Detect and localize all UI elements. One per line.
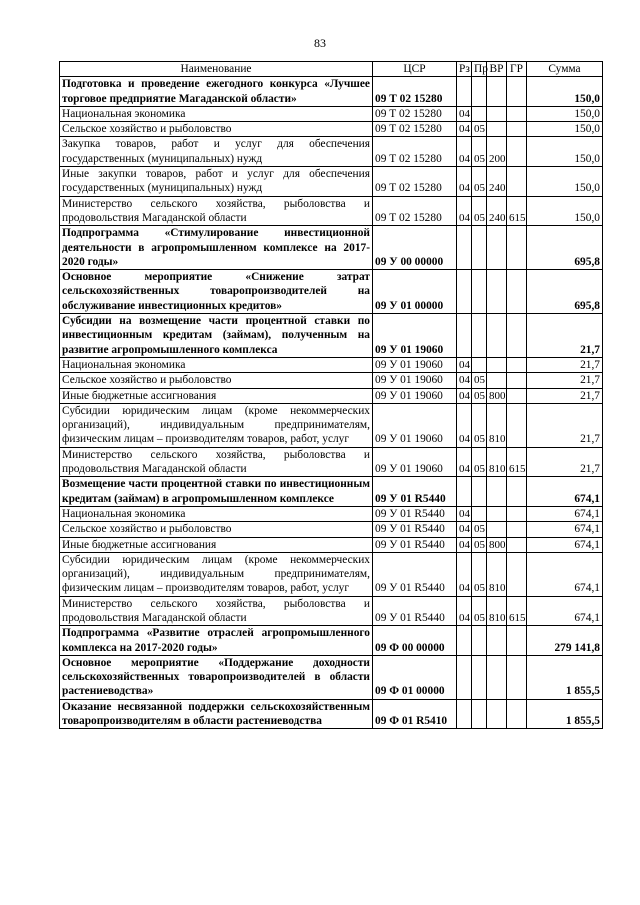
- cell-pr: [472, 506, 487, 521]
- cell-csr: 09 Т 02 15280: [373, 106, 457, 121]
- cell-vr: [487, 226, 507, 270]
- cell-vr: [487, 522, 507, 537]
- cell-name: Национальная экономика: [60, 357, 373, 372]
- cell-gr: [507, 122, 527, 137]
- cell-sum: 21,7: [527, 314, 603, 358]
- cell-rz: 04: [457, 552, 472, 596]
- table-row: [60, 196, 603, 226]
- cell-gr: [507, 699, 527, 729]
- cell-vr: [487, 506, 507, 521]
- cell-pr: [472, 357, 487, 372]
- cell-sum: 695,8: [527, 226, 603, 270]
- cell-csr: 09 У 01 19060: [373, 388, 457, 403]
- table-row: [60, 596, 603, 626]
- cell-vr: 800: [487, 388, 507, 403]
- cell-gr: [507, 77, 527, 107]
- cell-sum: 21,7: [527, 373, 603, 388]
- header-csr: ЦСР: [373, 62, 457, 77]
- cell-name: Субсидии на возмещение части процентной ставки по инвестиционным кредитам (займам), полученным на развитие агропромышленного комплекса: [60, 314, 373, 358]
- cell-gr: [507, 522, 527, 537]
- page-number: 83: [314, 36, 326, 50]
- cell-sum: 150,0: [527, 137, 603, 167]
- cell-csr: 09 Т 02 15280: [373, 122, 457, 137]
- cell-csr: 09 У 01 19060: [373, 357, 457, 372]
- cell-pr: [472, 699, 487, 729]
- cell-pr: [472, 626, 487, 656]
- cell-sum: 150,0: [527, 167, 603, 197]
- cell-vr: [487, 477, 507, 507]
- cell-csr: 09 У 01 R5440: [373, 552, 457, 596]
- cell-csr: 09 У 01 19060: [373, 314, 457, 358]
- cell-gr: [507, 477, 527, 507]
- cell-name: Подпрограмма «Стимулирование инвестиционной деятельности в агропромышленном комплексе на 2017-2020 годы»: [60, 226, 373, 270]
- cell-pr: [472, 314, 487, 358]
- table-row: [60, 626, 603, 656]
- table-row: [60, 655, 603, 699]
- cell-rz: 04: [457, 137, 472, 167]
- cell-name: Сельское хозяйство и рыболовство: [60, 522, 373, 537]
- budget-table: [59, 61, 603, 729]
- cell-pr: 05: [472, 596, 487, 626]
- cell-csr: 09 У 01 19060: [373, 447, 457, 477]
- cell-vr: 240: [487, 196, 507, 226]
- cell-rz: 04: [457, 596, 472, 626]
- cell-name: Министерство сельского хозяйства, рыболовства и продовольствия Магаданской области: [60, 447, 373, 477]
- table-row: [60, 373, 603, 388]
- cell-rz: 04: [457, 373, 472, 388]
- cell-pr: 05: [472, 388, 487, 403]
- cell-csr: 09 У 01 00000: [373, 270, 457, 314]
- cell-csr: 09 У 01 R5440: [373, 522, 457, 537]
- table-row: [60, 506, 603, 521]
- cell-rz: 04: [457, 403, 472, 447]
- cell-gr: [507, 106, 527, 121]
- cell-sum: 674,1: [527, 522, 603, 537]
- cell-csr: 09 Т 02 15280: [373, 167, 457, 197]
- table-row: [60, 477, 603, 507]
- cell-vr: 810: [487, 596, 507, 626]
- cell-name: Основное мероприятие «Снижение затрат сельскохозяйственных товаропроизводителей на обслуживание инвестиционных кредитов»: [60, 270, 373, 314]
- cell-gr: [507, 314, 527, 358]
- cell-csr: 09 У 01 19060: [373, 373, 457, 388]
- cell-sum: 674,1: [527, 477, 603, 507]
- cell-vr: [487, 373, 507, 388]
- cell-gr: 615: [507, 596, 527, 626]
- cell-rz: [457, 314, 472, 358]
- cell-rz: 04: [457, 122, 472, 137]
- cell-vr: [487, 314, 507, 358]
- cell-rz: [457, 699, 472, 729]
- cell-vr: [487, 699, 507, 729]
- cell-sum: 21,7: [527, 357, 603, 372]
- table-row: [60, 270, 603, 314]
- cell-csr: 09 У 01 19060: [373, 403, 457, 447]
- cell-sum: 674,1: [527, 596, 603, 626]
- cell-rz: 04: [457, 447, 472, 477]
- cell-pr: [472, 270, 487, 314]
- cell-gr: [507, 270, 527, 314]
- cell-pr: 05: [472, 403, 487, 447]
- cell-name: Национальная экономика: [60, 106, 373, 121]
- cell-name: Иные закупки товаров, работ и услуг для обеспечения государственных (муниципальных) нужд: [60, 167, 373, 197]
- cell-sum: 150,0: [527, 122, 603, 137]
- cell-pr: 05: [472, 537, 487, 552]
- table-row: [60, 552, 603, 596]
- cell-rz: 04: [457, 196, 472, 226]
- cell-csr: 09 У 01 R5440: [373, 537, 457, 552]
- table-row: [60, 447, 603, 477]
- table-row: [60, 388, 603, 403]
- cell-name: Субсидии юридическим лицам (кроме некоммерческих организаций), индивидуальным предпринимателям, физическим лицам – производителям товаров, работ, услуг: [60, 552, 373, 596]
- cell-rz: [457, 77, 472, 107]
- cell-rz: [457, 226, 472, 270]
- cell-pr: 05: [472, 137, 487, 167]
- cell-vr: [487, 77, 507, 107]
- table-row: [60, 226, 603, 270]
- cell-sum: 1 855,5: [527, 655, 603, 699]
- cell-sum: 279 141,8: [527, 626, 603, 656]
- table-row: [60, 314, 603, 358]
- cell-rz: [457, 270, 472, 314]
- cell-gr: [507, 655, 527, 699]
- cell-pr: 05: [472, 373, 487, 388]
- cell-name: Подготовка и проведение ежегодного конкурса «Лучшее торговое предприятие Магаданской области»: [60, 77, 373, 107]
- cell-name: Возмещение части процентной ставки по инвестиционным кредитам (займам) в агропромышленном комплексе: [60, 477, 373, 507]
- cell-gr: [507, 388, 527, 403]
- cell-rz: 04: [457, 357, 472, 372]
- table-row: [60, 137, 603, 167]
- cell-csr: 09 У 01 R5440: [373, 477, 457, 507]
- cell-rz: 04: [457, 388, 472, 403]
- cell-gr: 615: [507, 447, 527, 477]
- cell-vr: 810: [487, 552, 507, 596]
- cell-sum: 150,0: [527, 196, 603, 226]
- cell-name: Субсидии юридическим лицам (кроме некоммерческих организаций), индивидуальным предпринимателям, физическим лицам – производителям товаров, работ, услуг: [60, 403, 373, 447]
- cell-vr: [487, 270, 507, 314]
- cell-gr: 615: [507, 196, 527, 226]
- header-gr: ГР: [507, 62, 527, 77]
- header-vr: ВР: [487, 62, 507, 77]
- cell-vr: [487, 626, 507, 656]
- cell-gr: [507, 552, 527, 596]
- cell-sum: 695,8: [527, 270, 603, 314]
- cell-sum: 674,1: [527, 552, 603, 596]
- table-body: [60, 77, 603, 729]
- cell-gr: [507, 137, 527, 167]
- cell-csr: 09 Ф 01 00000: [373, 655, 457, 699]
- cell-pr: [472, 77, 487, 107]
- cell-sum: 150,0: [527, 77, 603, 107]
- cell-pr: [472, 477, 487, 507]
- cell-gr: [507, 167, 527, 197]
- cell-gr: [507, 626, 527, 656]
- cell-vr: [487, 106, 507, 121]
- cell-name: Национальная экономика: [60, 506, 373, 521]
- table-row: [60, 537, 603, 552]
- table-row: [60, 167, 603, 197]
- cell-pr: 05: [472, 552, 487, 596]
- cell-gr: [507, 537, 527, 552]
- table-header-row: [60, 62, 603, 77]
- cell-pr: [472, 655, 487, 699]
- cell-name: Оказание несвязанной поддержки сельскохозяйственным товаропроизводителям в области растениеводства: [60, 699, 373, 729]
- cell-vr: 810: [487, 403, 507, 447]
- cell-rz: [457, 626, 472, 656]
- cell-csr: 09 У 01 R5440: [373, 596, 457, 626]
- cell-pr: 05: [472, 447, 487, 477]
- cell-csr: 09 Т 02 15280: [373, 77, 457, 107]
- cell-rz: 04: [457, 506, 472, 521]
- cell-name: Сельское хозяйство и рыболовство: [60, 122, 373, 137]
- cell-sum: 674,1: [527, 506, 603, 521]
- cell-csr: 09 У 00 00000: [373, 226, 457, 270]
- cell-vr: 200: [487, 137, 507, 167]
- cell-sum: 150,0: [527, 106, 603, 121]
- cell-vr: [487, 357, 507, 372]
- cell-rz: [457, 477, 472, 507]
- cell-name: Иные бюджетные ассигнования: [60, 537, 373, 552]
- table-row: [60, 403, 603, 447]
- cell-gr: [507, 506, 527, 521]
- cell-rz: [457, 655, 472, 699]
- cell-gr: [507, 403, 527, 447]
- cell-vr: 810: [487, 447, 507, 477]
- cell-name: Министерство сельского хозяйства, рыболовства и продовольствия Магаданской области: [60, 196, 373, 226]
- cell-pr: [472, 106, 487, 121]
- cell-gr: [507, 226, 527, 270]
- table-row: [60, 106, 603, 121]
- cell-gr: [507, 373, 527, 388]
- cell-sum: 21,7: [527, 403, 603, 447]
- header-rz: Рз: [457, 62, 472, 77]
- cell-sum: 1 855,5: [527, 699, 603, 729]
- cell-rz: 04: [457, 522, 472, 537]
- cell-sum: 21,7: [527, 388, 603, 403]
- cell-pr: 05: [472, 196, 487, 226]
- header-pr: Пр: [472, 62, 487, 77]
- cell-name: Закупка товаров, работ и услуг для обеспечения государственных (муниципальных) нужд: [60, 137, 373, 167]
- cell-sum: 674,1: [527, 537, 603, 552]
- cell-vr: [487, 122, 507, 137]
- cell-name: Основное мероприятие «Поддержание доходности сельскохозяйственных товаропроизводителей в области растениеводства»: [60, 655, 373, 699]
- cell-vr: [487, 655, 507, 699]
- table-row: [60, 77, 603, 107]
- cell-name: Министерство сельского хозяйства, рыболовства и продовольствия Магаданской области: [60, 596, 373, 626]
- cell-gr: [507, 357, 527, 372]
- cell-name: Сельское хозяйство и рыболовство: [60, 373, 373, 388]
- header-sum: Сумма: [527, 62, 603, 77]
- cell-csr: 09 Ф 00 00000: [373, 626, 457, 656]
- cell-csr: 09 У 01 R5440: [373, 506, 457, 521]
- table-row: [60, 699, 603, 729]
- cell-rz: 04: [457, 167, 472, 197]
- cell-rz: 04: [457, 106, 472, 121]
- cell-csr: 09 Т 02 15280: [373, 137, 457, 167]
- cell-pr: [472, 226, 487, 270]
- table-row: [60, 522, 603, 537]
- cell-vr: 800: [487, 537, 507, 552]
- cell-sum: 21,7: [527, 447, 603, 477]
- header-name: Наименование: [60, 62, 373, 77]
- cell-vr: 240: [487, 167, 507, 197]
- cell-rz: 04: [457, 537, 472, 552]
- cell-pr: 05: [472, 522, 487, 537]
- table-row: [60, 122, 603, 137]
- cell-pr: 05: [472, 122, 487, 137]
- cell-name: Подпрограмма «Развитие отраслей агропромышленного комплекса на 2017-2020 годы»: [60, 626, 373, 656]
- cell-csr: 09 Ф 01 R5410: [373, 699, 457, 729]
- cell-name: Иные бюджетные ассигнования: [60, 388, 373, 403]
- cell-csr: 09 Т 02 15280: [373, 196, 457, 226]
- table-row: [60, 357, 603, 372]
- cell-pr: 05: [472, 167, 487, 197]
